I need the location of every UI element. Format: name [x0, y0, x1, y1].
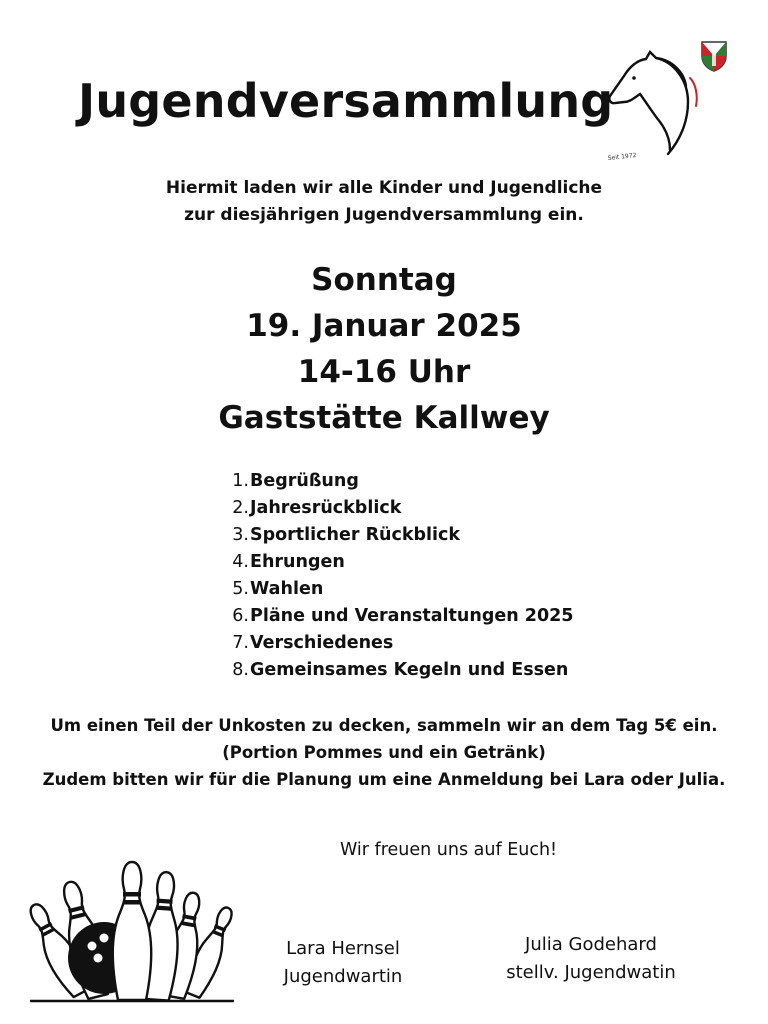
agenda-number: 1. — [232, 471, 249, 491]
signature-name: Lara Hernsel — [286, 938, 400, 959]
agenda-list — [228, 468, 573, 684]
cost-note: Um einen Teil der Unkosten zu decken, sammeln wir an dem Tag 5€ ein. — [50, 716, 718, 735]
page-title: Jugendversammlung — [78, 74, 614, 128]
agenda-number: 6. — [232, 606, 249, 626]
agenda-item — [228, 630, 573, 657]
horse-head-logo-icon — [600, 50, 700, 166]
coat-of-arms-icon — [700, 40, 728, 72]
event-date: 19. Januar 2025 — [246, 308, 522, 344]
agenda-number: 5. — [232, 579, 249, 599]
agenda-text: Sportlicher Rückblick — [250, 525, 461, 545]
event-time: 14-16 Uhr — [297, 354, 471, 390]
closing-text: Wir freuen uns auf Euch! — [340, 840, 558, 860]
cost-detail-note: (Portion Pommes und ein Getränk) — [222, 743, 546, 762]
agenda-item — [228, 576, 573, 603]
intro-line-1: Hiermit laden wir alle Kinder und Jugendliche — [165, 178, 603, 198]
agenda-text: Pläne und Veranstaltungen 2025 — [250, 606, 574, 626]
agenda-item — [228, 522, 573, 549]
agenda-text: Wahlen — [250, 579, 324, 599]
agenda-item — [228, 657, 573, 684]
bowling-pins-icon — [22, 858, 242, 1008]
agenda-text: Verschiedenes — [250, 633, 394, 653]
event-venue: Gaststätte Kallwey — [218, 400, 550, 436]
signature-role: stellv. Jugendwatin — [506, 962, 676, 983]
agenda-text: Begrüßung — [250, 471, 359, 491]
intro-line-2: zur diesjährigen Jugendversammlung ein. — [184, 205, 584, 225]
agenda-text: Ehrungen — [250, 552, 345, 572]
agenda-item — [228, 603, 573, 630]
signature-julia — [486, 931, 696, 987]
signature-lara — [272, 935, 414, 991]
agenda-item — [228, 495, 573, 522]
signature-name: Julia Godehard — [525, 934, 657, 955]
signature-role: Jugendwartin — [283, 966, 403, 987]
agenda-number: 7. — [232, 633, 249, 653]
agenda-text: Jahresrückblick — [250, 498, 402, 518]
agenda-number: 4. — [232, 552, 249, 572]
event-day: Sonntag — [311, 262, 457, 298]
logo-text: Seit 1972 — [607, 152, 637, 162]
agenda-number: 2. — [232, 498, 249, 518]
agenda-number: 8. — [232, 660, 249, 680]
agenda-item — [228, 549, 573, 576]
agenda-text: Gemeinsames Kegeln und Essen — [250, 660, 569, 680]
agenda-item — [228, 468, 573, 495]
registration-note: Zudem bitten wir für die Planung um eine Anmeldung bei Lara oder Julia. — [42, 770, 726, 789]
agenda-number: 3. — [232, 525, 249, 545]
